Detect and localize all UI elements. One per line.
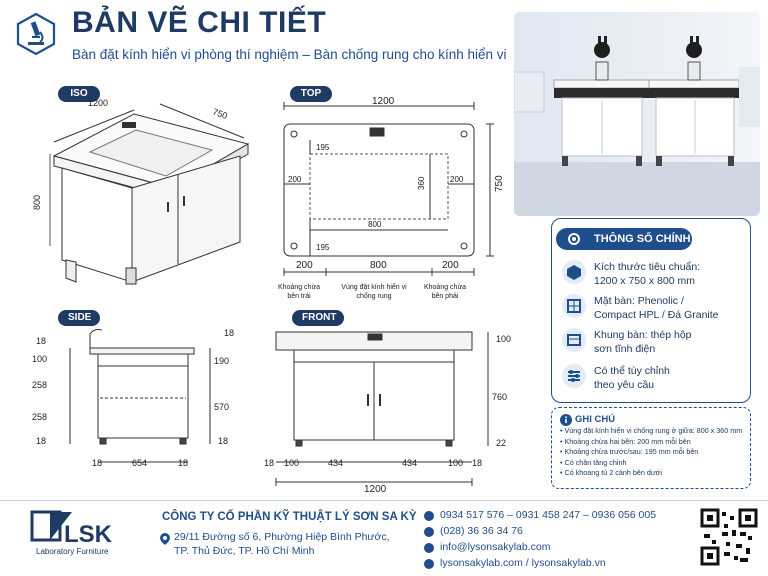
note-item-1: • Khoảng chừa hai bên: 200 mm mỗi bên [560,436,691,446]
company-name: CÔNG TY CỔ PHẦN KỸ THUẬT LÝ SƠN SA KỲ [162,511,417,523]
page-subtitle: Bàn đặt kính hiển vi phòng thí nghiệm – Bàn chống rung cho kính hiển vi [72,47,507,62]
front-right-dim-1: 760 [492,392,508,402]
product-photo [514,12,760,216]
front-dim-overall: 1200 [364,484,387,495]
footer-phone[interactable]: 0934 517 576 – 0931 458 247 – 0936 056 005 [440,509,657,521]
top-dim-margin-right: 200 [450,175,464,184]
side-right-dim-1: 190 [214,356,230,366]
view-tag-side: SIDE [58,310,100,326]
spec-value-2: sơn tĩnh điện [594,343,656,355]
footer-web[interactable]: lysonsakylab.com / lysonsakylab.vn [440,557,606,569]
iso-dim-depth: 750 [211,106,229,122]
front-bottom-dim-5: 18 [472,458,483,468]
sliders-icon [562,364,586,388]
company-address-line-1: 29/11 Đường số 6, Phường Hiệp Bình Phước, [174,531,390,543]
frame-icon [562,328,586,352]
logo-subtext: Laboratory Furniture [36,547,109,556]
phone-icon [424,511,434,521]
view-tag-iso: ISO [58,86,100,102]
side-left-dim-3: 258 [32,412,48,422]
side-left-dim-4: 18 [36,436,47,446]
company-logo [28,508,128,561]
front-bottom-dim-2: 434 [328,458,344,468]
spec-label-3: Có thể tùy chỉnh [594,365,670,377]
side-drawing [28,322,244,498]
footer-divider [0,500,768,501]
front-right-dim-0: 100 [496,334,512,344]
company-address-line-2: TP. Thủ Đức, TP. Hồ Chí Minh [174,545,315,557]
front-bottom-dim-1: 100 [284,458,300,468]
spec-label-1: Mặt bàn: Phenolic / [594,295,684,307]
email-icon [424,543,434,553]
side-bottom-dim-2: 18 [178,458,189,468]
top-dim-margin-bottom: 195 [316,243,330,252]
note-item-4: • Có khoang tủ 2 cánh bên dưới [560,468,662,477]
telephone-icon [424,527,434,537]
notes-heading: GHI CHÚ [575,414,616,425]
grid-icon [562,294,586,318]
location-pin-icon [160,532,170,550]
top-dim-inner-width: 800 [368,220,382,229]
spec-label-2: Khung bàn: thép hộp [594,329,692,341]
top-dim-inner-height: 360 [417,176,426,190]
qr-code-icon[interactable] [700,508,758,571]
cube-icon [562,260,586,284]
front-right-dim-2: 22 [496,438,507,448]
top-dim-bottom-left: 200 [296,260,313,271]
gear-icon [566,231,582,252]
note-item-3: • Có chân tăng chỉnh [560,457,627,467]
spec-value-0: 1200 x 750 x 800 mm [594,275,695,287]
note-item-0: • Vùng đặt kính hiển vi chống rung ở giữa: 800 x 360 mm [560,426,743,435]
top-dim-bottom-right: 200 [442,260,459,271]
side-bottom-dim-1: 654 [132,458,148,468]
side-bottom-dim-0: 18 [92,458,103,468]
spec-value-3: theo yêu cầu [594,379,655,391]
top-caption-left: Khoảng chừa bên trái [277,284,321,300]
side-right-dim-3: 18 [218,436,229,446]
top-dim-margin-top: 195 [316,143,330,152]
front-drawing [262,322,518,498]
side-left-dim-2: 258 [32,380,48,390]
iso-drawing [26,92,258,300]
side-left-dim-1: 100 [32,354,48,364]
iso-dim-height: 800 [32,194,42,210]
specs-heading: THÔNG SỐ CHÍNH [556,228,692,250]
front-bottom-dim-0: 18 [264,458,275,468]
top-dim-margin-left: 200 [288,175,302,184]
logo-text: LSK [64,521,112,548]
front-bottom-dim-3: 434 [402,458,418,468]
side-right-dim-0: 18 [224,328,235,338]
front-bottom-dim-4: 100 [448,458,464,468]
side-right-dim-2: 570 [214,402,230,412]
top-dim-depth: 750 [494,175,505,192]
view-tag-top: TOP [290,86,332,102]
microscope-logo-icon [14,12,58,56]
spec-label-0: Kích thước tiêu chuẩn: [594,261,701,273]
spec-value-1: Compact HPL / Đá Granite [594,309,719,321]
globe-icon [424,559,434,569]
view-tag-front: FRONT [292,310,344,326]
footer-email[interactable]: info@lysonsakylab.com [440,541,551,553]
footer-tel[interactable]: (028) 36 36 34 76 [440,525,523,537]
top-caption-mid: Vùng đặt kính hiển vi chống rung [341,284,407,300]
top-drawing [264,92,508,310]
side-left-dim-0: 18 [36,336,47,346]
iso-dim-width: 1200 [88,98,109,108]
top-caption-right: Khoảng chừa bên phải [423,284,467,300]
page-title: BẢN VẼ CHI TIẾT [72,6,327,39]
top-dim-width: 1200 [372,96,395,107]
top-dim-bottom-mid: 800 [370,260,387,271]
note-item-2: • Khoảng chừa trước/sau: 195 mm mỗi bên [560,447,699,456]
